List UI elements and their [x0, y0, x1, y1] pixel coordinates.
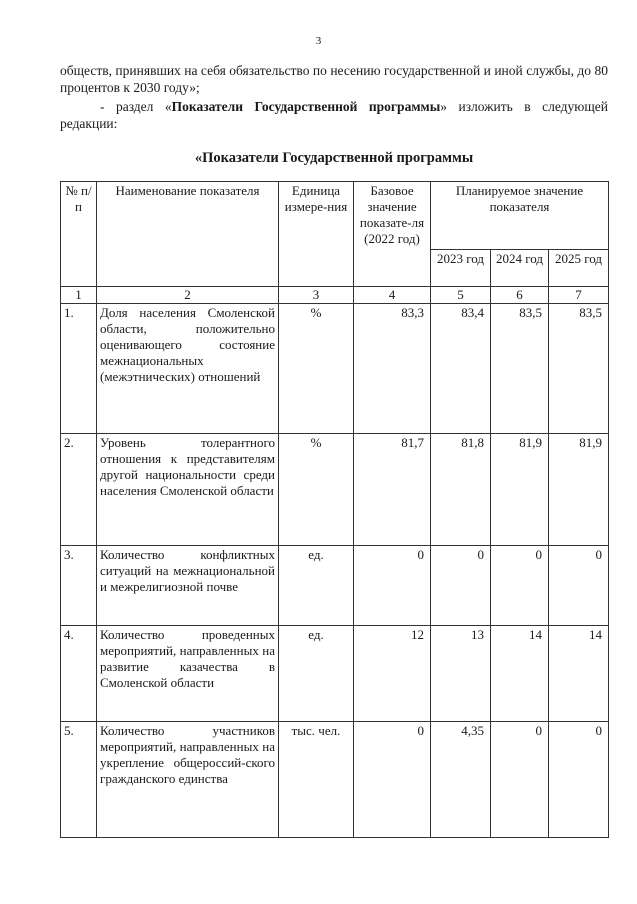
section-name: Показатели Государственной программы [171, 99, 441, 114]
indicators-table [60, 181, 609, 838]
indicator-name: Доля населения Смоленской области, положительно оценивающего состояние межнациональных (межэтнических) отношений [97, 304, 279, 434]
column-numbers-row [61, 287, 609, 304]
value-2024: 83,5 [491, 304, 549, 434]
page-number: 3 [315, 35, 322, 47]
intro-paragraph-2 [60, 98, 608, 132]
value-2025: 81,9 [549, 434, 609, 546]
paragraph-prefix: - раздел « [100, 99, 172, 114]
value-2025: 0 [549, 722, 609, 838]
indicator-name: Количество проведенных мероприятий, направленных на развитие казачества в Смоленской области [97, 626, 279, 722]
intro-paragraph-1: обществ, принявших на себя обязательство по несению государственной и иной службы, до 80 процентов к 2030 году»; [60, 63, 608, 95]
table-row [61, 434, 609, 546]
table-row [61, 546, 609, 626]
row-number: 3. [61, 546, 97, 626]
column-number: 1 [61, 287, 97, 304]
header-name: Наименование показателя [97, 182, 279, 287]
header-unit: Единица измере-ния [279, 182, 354, 287]
indicator-unit: % [279, 434, 354, 546]
value-2023: 0 [431, 546, 491, 626]
base-value: 0 [354, 546, 431, 626]
row-number: 1. [61, 304, 97, 434]
column-number: 5 [431, 287, 491, 304]
column-number: 2 [97, 287, 279, 304]
column-number: 4 [354, 287, 431, 304]
header-planned-value: Планируемое значение показателя [431, 182, 609, 250]
paragraph-suffix: » изложить в следующей редакции: [60, 99, 608, 131]
indicator-unit: ед. [279, 546, 354, 626]
row-number: 2. [61, 434, 97, 546]
column-number: 3 [279, 287, 354, 304]
value-2025: 0 [549, 546, 609, 626]
value-2025: 14 [549, 626, 609, 722]
indicator-name: Количество конфликтных ситуаций на межнациональной и межрелигиозной почве [97, 546, 279, 626]
table-row [61, 722, 609, 838]
column-number: 7 [549, 287, 609, 304]
base-value: 81,7 [354, 434, 431, 546]
base-value: 0 [354, 722, 431, 838]
indicator-name: Уровень толерантного отношения к представителям другой национальности среди населения Смоленской области [97, 434, 279, 546]
header-year-2025: 2025 год [549, 250, 609, 287]
value-2025: 83,5 [549, 304, 609, 434]
base-value: 12 [354, 626, 431, 722]
value-2024: 0 [491, 546, 549, 626]
indicator-unit: ед. [279, 626, 354, 722]
value-2023: 13 [431, 626, 491, 722]
row-number: 5. [61, 722, 97, 838]
value-2023: 83,4 [431, 304, 491, 434]
value-2024: 81,9 [491, 434, 549, 546]
header-base-value: Базовое значение показате-ля (2022 год) [354, 182, 431, 287]
base-value: 83,3 [354, 304, 431, 434]
header-year-2024: 2024 год [491, 250, 549, 287]
table-row [61, 304, 609, 434]
indicator-name: Количество участников мероприятий, направленных на укрепление общероссий-ского гражданского единства [97, 722, 279, 838]
value-2024: 0 [491, 722, 549, 838]
value-2024: 14 [491, 626, 549, 722]
header-year-2023: 2023 год [431, 250, 491, 287]
value-2023: 4,35 [431, 722, 491, 838]
table-row [61, 626, 609, 722]
indicator-unit: % [279, 304, 354, 434]
table-heading: «Показатели Государственной программы [194, 150, 474, 166]
header-row-1 [61, 182, 609, 250]
column-number: 6 [491, 287, 549, 304]
value-2023: 81,8 [431, 434, 491, 546]
row-number: 4. [61, 626, 97, 722]
header-num: № п/п [61, 182, 97, 287]
indicator-unit: тыс. чел. [279, 722, 354, 838]
